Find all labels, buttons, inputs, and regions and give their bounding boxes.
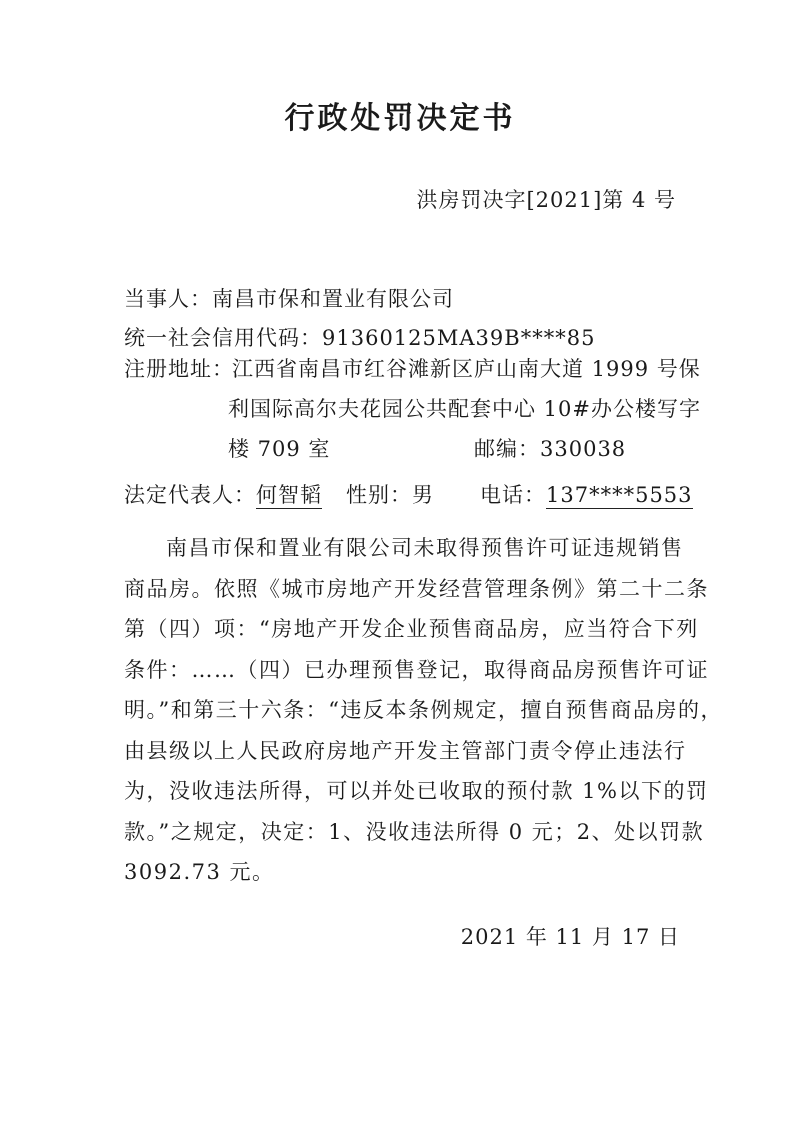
body-line: 条件：……（四）已办理预售登记，取得商品房预售许可证 xyxy=(124,657,709,682)
phone-row xyxy=(480,479,693,509)
phone-label: 电话： xyxy=(480,483,546,507)
address-label: 注册地址： xyxy=(124,357,234,381)
postcode-label: 邮编： xyxy=(474,437,540,461)
gender-label: 性别： xyxy=(346,483,412,507)
body-line: 第（四）项：“房地产开发企业预售商品房，应当符合下列 xyxy=(124,617,699,641)
body-line: 商品房。依照《城市房地产开发经营管理条例》第二十二条 xyxy=(124,576,709,601)
document-number: 洪房罚决字[2021]第 4 号 xyxy=(416,188,676,212)
gender-value: 男 xyxy=(412,483,434,507)
credit-code-label: 统一社会信用代码： xyxy=(124,326,322,350)
body-line: 款。”之规定，决定：1、没收违法所得 0 元；2、处以罚款 xyxy=(124,819,705,844)
phone-value: 137****5553 xyxy=(546,483,693,507)
legal-rep-name: 何智韬 xyxy=(256,483,322,507)
postcode-value: 330038 xyxy=(540,437,627,461)
gender-row xyxy=(346,479,434,509)
body-line: 为，没收违法所得，可以并处已收取的预付款 1%以下的罚 xyxy=(124,779,709,803)
address-line-3: 楼 709 室 xyxy=(228,437,331,461)
address-line-1: 江西省南昌市红谷滩新区庐山南大道 1999 号保 xyxy=(232,357,701,381)
body-line: 由县级以上人民政府房地产开发主管部门责令停止违法行 xyxy=(124,738,687,763)
body-line: 明。”和第三十六条：“违反本条例规定，擅自预售商品房的， xyxy=(124,698,723,722)
postcode-row xyxy=(474,433,626,463)
party-label: 当事人： xyxy=(124,287,212,311)
decision-body xyxy=(124,528,723,893)
legal-rep-row xyxy=(124,479,322,509)
credit-code-row xyxy=(124,322,595,352)
body-line: 3092.73 元。 xyxy=(124,860,275,884)
decision-date: 2021 年 11 月 17 日 xyxy=(460,925,680,949)
party-value: 南昌市保和置业有限公司 xyxy=(212,287,454,311)
address-line-2: 利国际高尔夫花园公共配套中心 10#办公楼写字 xyxy=(228,397,701,421)
document-title: 行政处罚决定书 xyxy=(284,101,516,136)
legal-rep-label: 法定代表人： xyxy=(124,483,256,507)
credit-code-value: 91360125MA39B****85 xyxy=(322,326,596,350)
party-row xyxy=(124,283,454,313)
body-line: 南昌市保和置业有限公司未取得预售许可证违规销售 xyxy=(166,536,684,560)
